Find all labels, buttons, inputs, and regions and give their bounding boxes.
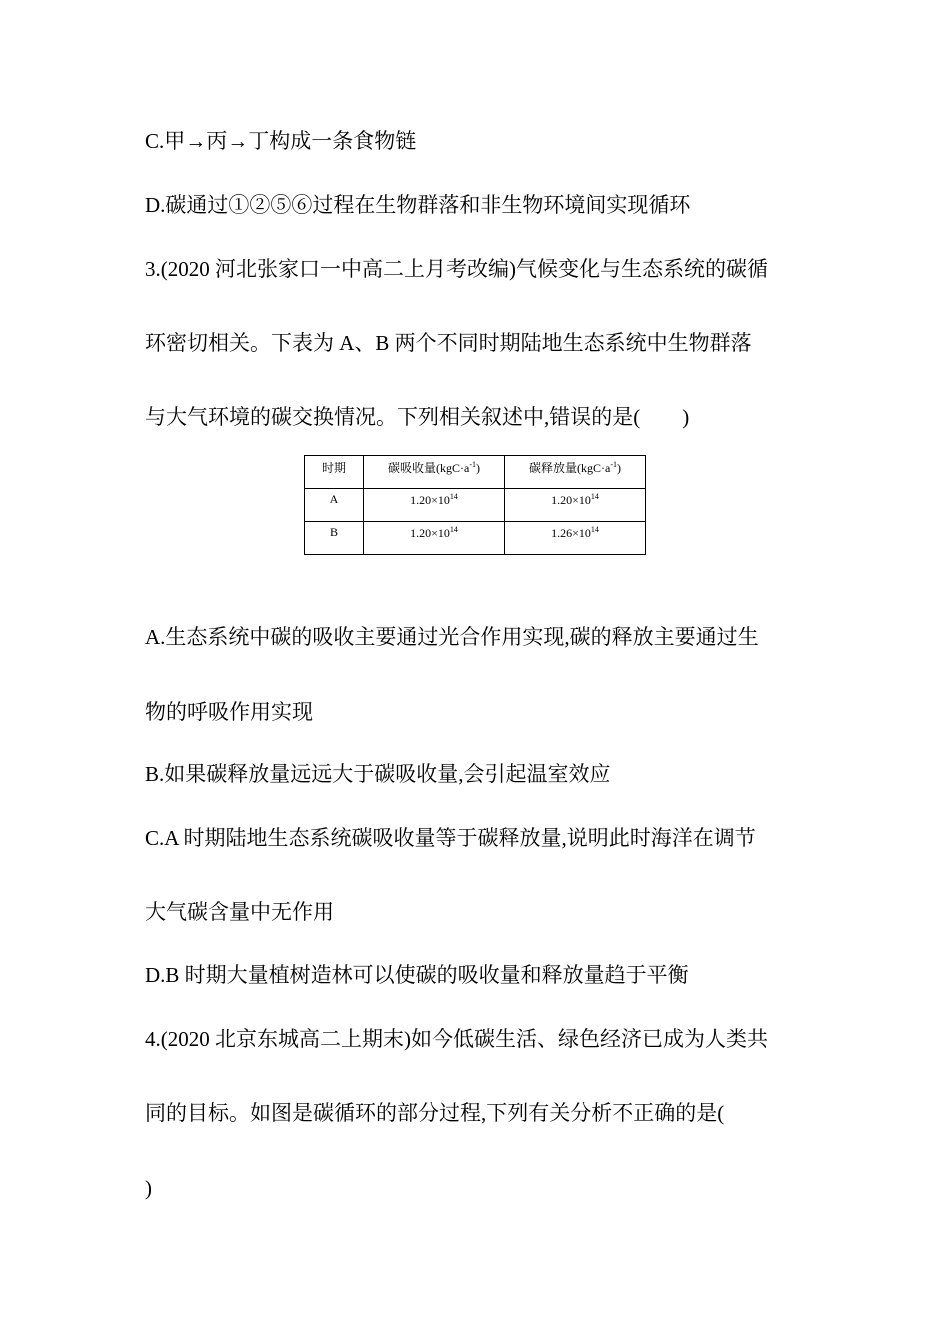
question-4: 4.(2020 北京东城高二上期末)如今低碳生活、绿色经济已成为人类共 <box>145 1027 768 1051</box>
cell: $1.20\times 10^{14}$ <box>364 522 505 555</box>
cell: $1.20\times 10^{14}$ <box>364 489 505 522</box>
cell: $1.20\times 10^{14}$ <box>505 489 646 522</box>
question-3: 3.(2020 河北张家口一中高二上月考改编)气候变化与生态系统的碳循 <box>145 257 768 281</box>
table-row <box>305 522 646 555</box>
line: 环密切相关。下表为 A、B 两个不同时期陆地生态系统中生物群落 <box>145 331 752 355</box>
line: 物的呼吸作用实现 <box>145 700 313 724</box>
header-cell: 碳吸收量$(kgC\cdot a^{-1})$ <box>364 456 505 489</box>
line: 同的目标。如图是碳循环的部分过程,下列有关分析不正确的是( <box>145 1101 725 1125</box>
option-a: A.生态系统中碳的吸收主要通过光合作用实现,碳的释放主要通过生 <box>145 625 759 649</box>
table-header <box>305 456 646 489</box>
line: C.甲→丙→丁构成一条食物链 <box>145 129 417 153</box>
table-row <box>305 489 646 522</box>
line: D.碳通过①②⑤⑥过程在生物群落和非生物环境间实现循环 <box>145 193 691 217</box>
option-d: D.B 时期大量植树造林可以使碳的吸收量和释放量趋于平衡 <box>145 963 689 987</box>
cell: A <box>305 489 364 522</box>
header-cell: 时期 <box>305 456 364 489</box>
cell: B <box>305 522 364 555</box>
line: ) <box>145 1176 152 1200</box>
option-b: B.如果碳释放量远远大于碳吸收量,会引起温室效应 <box>145 762 611 786</box>
option-c: C.A 时期陆地生态系统碳吸收量等于碳释放量,说明此时海洋在调节 <box>145 826 756 850</box>
cell: $1.26\times 10^{14}$ <box>505 522 646 555</box>
carbon-table <box>304 455 646 555</box>
line: 大气碳含量中无作用 <box>145 900 334 924</box>
line: 与大气环境的碳交换情况。下列相关叙述中,错误的是( ) <box>145 405 690 429</box>
header-cell: 碳释放量$(kgC\cdot a^{-1})$ <box>505 456 646 489</box>
